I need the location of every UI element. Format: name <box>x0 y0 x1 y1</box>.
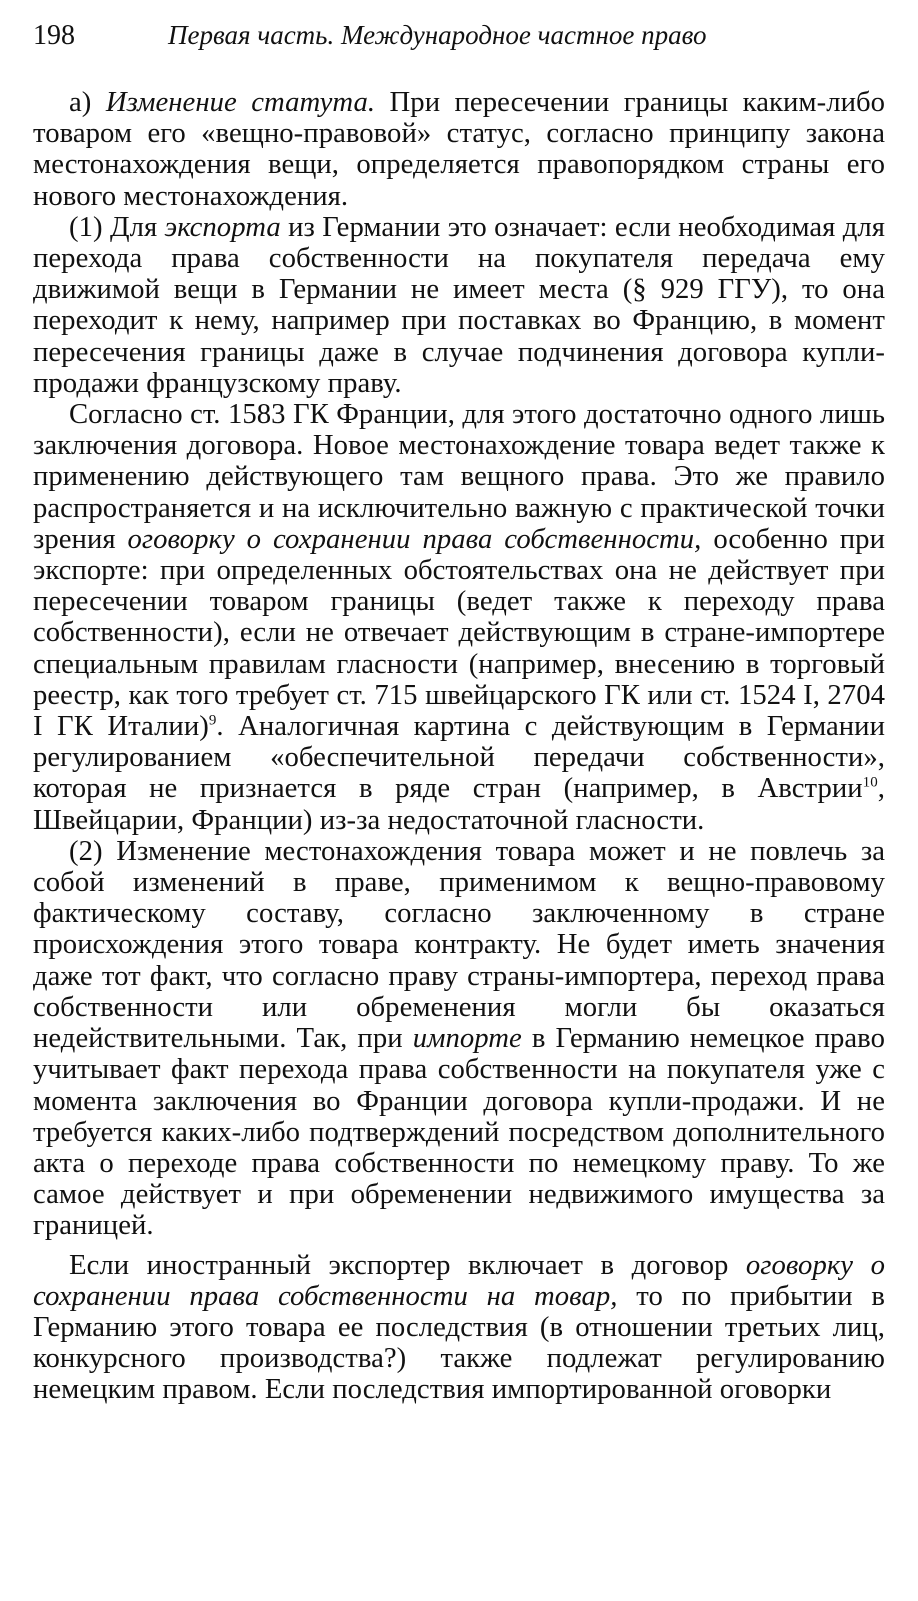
paragraph-statute-change <box>33 87 885 212</box>
paragraph-france <box>33 399 885 836</box>
paragraph-text: Согласно ст. 1583 ГК Франции, для этого достаточно одного лишь заключения договора. Новое местонахождение товара ведет также к применению действующего там вещного права. Это же правило распространяется и на исключительно важную с практической точки зрения <box>33 398 885 555</box>
paragraph-text: . Аналогичная картина с действующим в Германии регулированием «обеспечительной передачи собственности», которая не признается в ряде стран (например, в Австрии <box>33 710 885 805</box>
footnote-marker[interactable]: 9 <box>208 712 217 729</box>
paragraph-prefix: а) <box>69 86 106 118</box>
book-page <box>33 14 885 1406</box>
paragraph-text: из Германии это означает: если необходимая для перехода права собственности на покупателя передача ему движимой вещи в Германии не имеет места (§ 929 ГГУ), то она переходит к нему, например при поставках во Францию, в момент пересечения границы даже в случае подчинения договора купли-продажи французскому праву. <box>33 210 885 399</box>
paragraph-text: особенно при экспорте: при определенных обстоятельствах она не действует при пересечении товаром границы (ведет также к переходу права собственности), если не отвечает действующим в стране-импортере специальным правилам гласности (например, внесению в торговый реестр, как того требует ст. 715 швейцарского ГК или ст. 1524 I, 2704 I ГК Италии) <box>33 522 885 743</box>
paragraph-export <box>33 212 885 399</box>
emphasis-term: оговорку о сохранении права собственности на товар, <box>33 1248 886 1312</box>
paragraph-import <box>33 836 885 1242</box>
running-head <box>33 14 885 56</box>
emphasis-term: оговорку о сохранении права собственности, <box>127 522 702 555</box>
running-title: Первая часть. Международное частное право <box>168 20 707 50</box>
page-number: 198 <box>33 20 75 51</box>
paragraph-text: (1) Для <box>69 210 165 243</box>
paragraph-text: Если иностранный экспортер включает в договор <box>69 1248 746 1281</box>
paragraph-text: (2) Изменение местонахождения товара может и не повлечь за собой изменений в праве, применимом к вещно-правовому фактическому составу, согласно заключенному в стране происхождения этого товара контракту. Не будет иметь значения даже тот факт, что согласно праву страны-импортера, переход права собственности или обременения могли бы оказаться недействительными. Так, при <box>33 834 885 1055</box>
body-text <box>33 87 885 1406</box>
emphasis-term: экспорта <box>164 210 281 243</box>
paragraph-text: в Германию немецкое право учитывает факт перехода права собственности на покупателя уже с момента заключения во Франции договора купли-продажи. И не требуется каких-либо подтверждений посредством дополнительного акта о переходе права собственности по немецкому праву. То же самое действует и при обременении недвижимого имущества за границей. <box>33 1022 885 1242</box>
emphasis-term: импорте <box>412 1022 522 1055</box>
paragraph-text: , Швейцарии, Франции) из-за недостаточной гласности. <box>33 772 885 836</box>
footnote-marker[interactable]: 10 <box>862 774 878 791</box>
paragraph-foreign-exporter <box>33 1250 885 1406</box>
paragraph-text: При пересечении границы каким-либо товаром его «вещно-правовой» статус, согласно принципу закона местонахождения вещи, определяется правопорядком страны его нового местонахождения. <box>33 86 886 212</box>
emphasis-term: Изменение статута. <box>105 86 376 118</box>
paragraph-text: то по прибытии в Германию этого товара ее последствия (в отношении третьих лиц, конкурсного производства?) также подлежат регулированию немецким правом. Если последствия импортированной оговорки <box>33 1279 885 1406</box>
